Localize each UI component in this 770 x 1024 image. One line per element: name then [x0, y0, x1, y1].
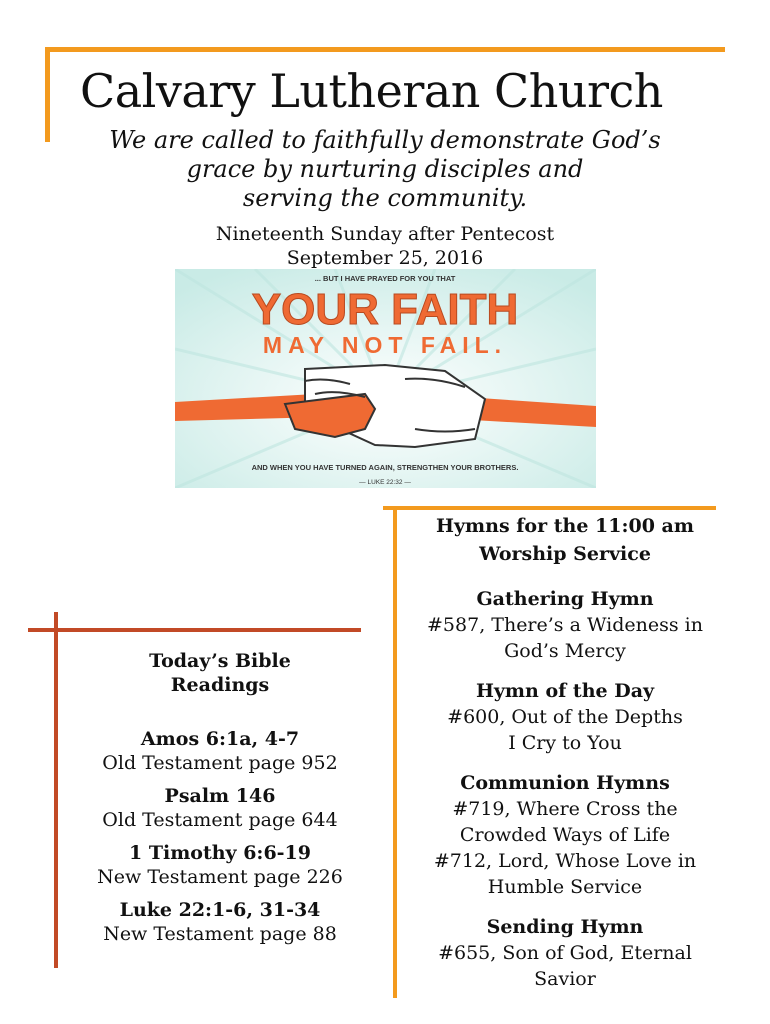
hymn-of-the-day — [405, 678, 725, 756]
mission-line: grace by nurturing disciples and — [186, 155, 584, 183]
reading-reference: Luke 22:1-6, 31-34 — [119, 899, 321, 921]
gathering-hymn — [405, 586, 725, 664]
hymns-rule-horizontal — [383, 506, 716, 510]
reading-page: New Testament page 88 — [103, 923, 337, 945]
church-title: Calvary Lutheran Church — [80, 64, 663, 118]
mission-line: We are called to faithfully demonstrate God’s — [109, 126, 661, 154]
hymns-heading-line: Hymns for the 11:00 am — [436, 515, 694, 537]
reading-page: New Testament page 226 — [97, 866, 343, 888]
hymn-label: Hymn of the Day — [475, 680, 655, 702]
hymns-rule-vertical — [393, 506, 397, 998]
sending-hymn — [405, 914, 725, 992]
poster-headline-2: MAY NOT FAIL. — [262, 332, 508, 358]
hymns-heading — [405, 512, 725, 568]
poster-top-line: ... BUT I HAVE PRAYED FOR YOU THAT — [314, 274, 456, 283]
poster-graphic — [175, 269, 596, 488]
hymn-line: #587, There’s a Wideness in — [427, 614, 703, 636]
communion-hymns — [405, 770, 725, 900]
hymn-line: Humble Service — [487, 876, 643, 898]
mission-statement — [60, 126, 710, 213]
readings-rule-horizontal — [28, 628, 361, 632]
hymn-line: Crowded Ways of Life — [459, 824, 671, 846]
hymn-label: Gathering Hymn — [476, 588, 654, 610]
hymn-line: #600, Out of the Depths — [447, 706, 683, 728]
readings-heading — [70, 649, 370, 697]
hymns-heading-line: Worship Service — [479, 543, 651, 565]
poster-bottom-line: AND WHEN YOU HAVE TURNED AGAIN, STRENGTHEN YOUR BROTHERS. — [251, 463, 519, 472]
service-date: September 25, 2016 — [286, 247, 484, 269]
readings-heading-line: Today’s Bible — [149, 650, 291, 672]
hymn-label: Sending Hymn — [486, 916, 644, 938]
reading-page: Old Testament page 644 — [102, 809, 338, 831]
readings-rule-vertical — [54, 612, 58, 968]
hymn-line: #719, Where Cross the — [452, 798, 678, 820]
bible-readings-section — [70, 649, 370, 955]
top-rule-vertical — [45, 47, 50, 142]
reading-reference: Psalm 146 — [164, 785, 276, 807]
reading-reference: Amos 6:1a, 4-7 — [140, 728, 300, 750]
sunday-name: Nineteenth Sunday after Pentecost — [215, 223, 555, 245]
readings-heading-line: Readings — [170, 674, 270, 696]
hymn-line: I Cry to You — [508, 732, 622, 754]
liturgical-date — [120, 222, 650, 270]
reading-item — [70, 898, 370, 946]
reading-page: Old Testament page 952 — [102, 752, 338, 774]
mission-line: serving the community. — [242, 184, 528, 212]
faith-poster-image — [175, 269, 596, 488]
poster-citation: — LUKE 22:32 — — [359, 479, 411, 486]
reading-item — [70, 841, 370, 889]
hymn-line: #712, Lord, Whose Love in — [433, 850, 697, 872]
hymn-line: Savior — [534, 968, 596, 990]
top-rule-horizontal — [45, 47, 725, 52]
hymn-line: God’s Mercy — [504, 640, 626, 662]
reading-item — [70, 784, 370, 832]
reading-item — [70, 727, 370, 775]
hymns-section — [405, 512, 725, 1006]
hymn-line: #655, Son of God, Eternal — [438, 942, 692, 964]
reading-reference: 1 Timothy 6:6-19 — [129, 842, 311, 864]
poster-headline-1: YOUR FAITH — [251, 285, 519, 334]
hymn-label: Communion Hymns — [460, 772, 670, 794]
